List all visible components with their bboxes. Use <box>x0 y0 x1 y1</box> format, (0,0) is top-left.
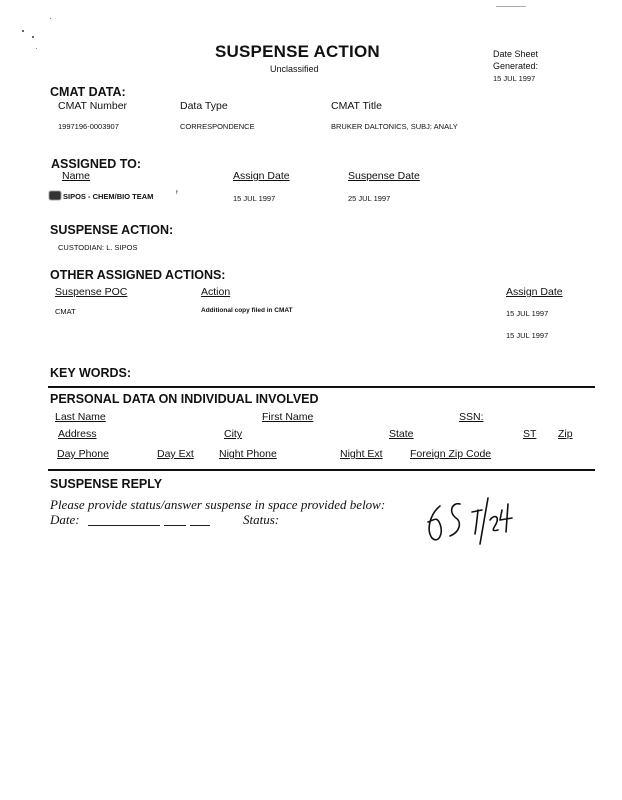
state-label: State <box>389 428 414 440</box>
name-label: Name <box>62 170 91 182</box>
other-actions-title: OTHER ASSIGNED ACTIONS: <box>50 268 226 282</box>
suspense-date-value: 25 JUL 1997 <box>348 194 391 203</box>
assignee-name: SIPOS - CHEM/BIO TEAM <box>63 192 154 201</box>
reply-title: SUSPENSE REPLY <box>50 477 163 491</box>
suspense-date-label: Suspense Date <box>348 170 420 182</box>
assigned-section-title: ASSIGNED TO: <box>51 157 142 171</box>
reply-instruction: Please provide status/answer suspense in space provided below: <box>50 497 386 512</box>
keywords-title: KEY WORDS: <box>50 366 132 380</box>
scan-speck <box>22 30 24 32</box>
tick-mark: ᶠ <box>176 189 178 198</box>
action-value: Additional copy filed in CMAT <box>201 307 293 314</box>
night-ext-label: Night Ext <box>340 448 383 460</box>
other-assign-date-label: Assign Date <box>506 286 563 298</box>
first-name-label: First Name <box>262 411 314 423</box>
assign-date-value: 15 JUL 1997 <box>233 194 276 203</box>
action-label: Action <box>201 286 231 298</box>
personal-title: PERSONAL DATA ON INDIVIDUAL INVOLVED <box>50 392 319 406</box>
night-phone-label: Night Phone <box>219 448 277 460</box>
assignee-smudge-icon <box>49 191 61 200</box>
poc-value: CMAT <box>55 307 76 316</box>
suspense-action-text: CUSTODIAN: L. SIPOS <box>58 243 138 252</box>
handwritten-signature <box>420 486 520 550</box>
day-ext-label: Day Ext <box>157 448 194 460</box>
divider <box>48 386 595 388</box>
scan-speck <box>36 48 37 49</box>
date-line <box>190 525 210 526</box>
zip-label: Zip <box>558 428 573 440</box>
other-date-2: 15 JUL 1997 <box>506 331 549 340</box>
data-type-value: CORRESPONDENCE <box>180 122 255 131</box>
city-label: City <box>224 428 243 440</box>
generated-date: 15 JUL 1997 <box>493 74 536 83</box>
last-name-label: Last Name <box>55 411 106 423</box>
cmat-title-value: BRUKER DALTONICS, SUBJ: ANALY <box>331 122 458 131</box>
day-phone-label: Day Phone <box>57 448 109 460</box>
assign-date-label: Assign Date <box>233 170 290 182</box>
scan-speck <box>50 18 51 19</box>
divider <box>48 469 595 471</box>
ssn-label: SSN: <box>459 411 484 423</box>
st-label: ST <box>523 428 537 440</box>
date-sheet-label: Date Sheet <box>493 49 539 59</box>
reply-status-label: Status: <box>243 512 280 527</box>
date-line <box>88 525 160 526</box>
scan-speck <box>32 36 34 38</box>
cmat-title-label: CMAT Title <box>331 100 382 112</box>
cmat-number-value: 1997196-0003907 <box>58 122 119 131</box>
foreign-zip-label: Foreign Zip Code <box>410 448 492 460</box>
cmat-section-title: CMAT DATA: <box>50 85 126 99</box>
top-edge-mark <box>496 6 526 7</box>
data-type-label: Data Type <box>180 100 228 112</box>
cmat-number-label: CMAT Number <box>58 100 128 112</box>
page-title: SUSPENSE ACTION <box>215 42 380 61</box>
suspense-poc-label: Suspense POC <box>55 286 128 298</box>
generated-label: Generated: <box>493 61 539 71</box>
date-line <box>164 525 186 526</box>
address-label: Address <box>58 428 97 440</box>
suspense-action-title: SUSPENSE ACTION: <box>50 223 174 237</box>
reply-date-label: Date: <box>50 512 80 527</box>
classification: Unclassified <box>270 64 319 74</box>
other-date-1: 15 JUL 1997 <box>506 309 549 318</box>
